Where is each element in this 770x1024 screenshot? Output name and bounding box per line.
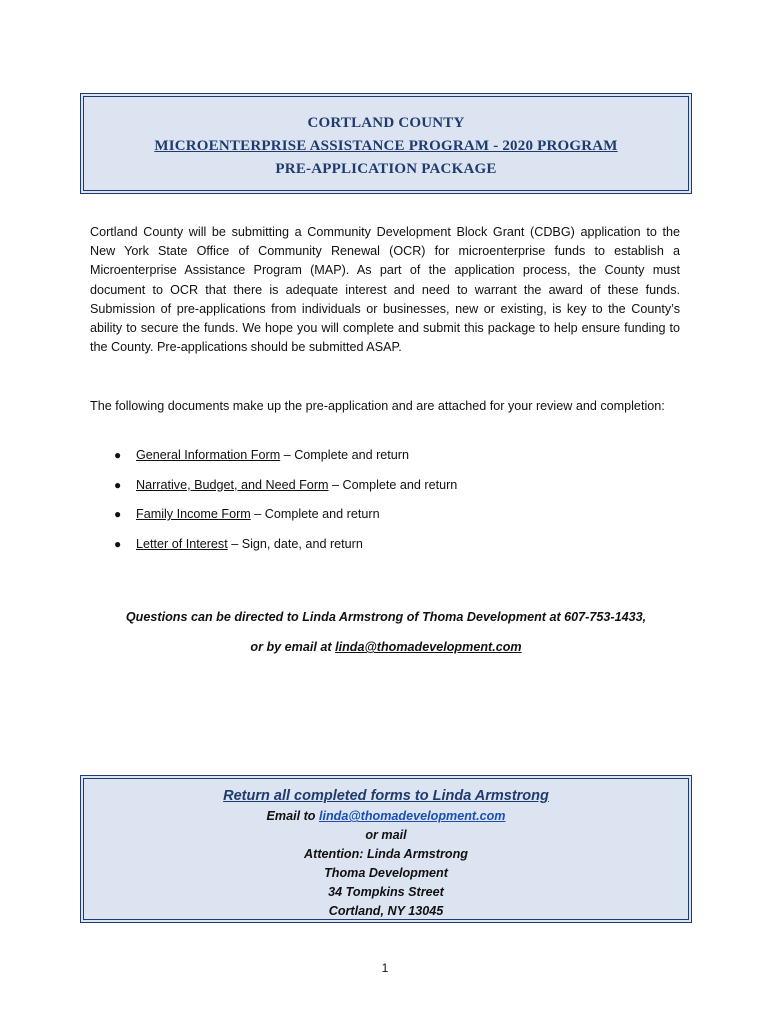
city-state-zip: Cortland, NY 13045 bbox=[328, 904, 444, 918]
bullet-icon: ● bbox=[114, 477, 122, 492]
page-number: 1 bbox=[381, 961, 389, 975]
document-link-narrative-budget-need[interactable]: Narrative, Budget, and Need Form bbox=[136, 477, 329, 492]
bullet-icon: ● bbox=[114, 448, 122, 462]
company-name: Thoma Development bbox=[324, 866, 448, 880]
package-title: PRE-APPLICATION PACKAGE bbox=[275, 161, 497, 177]
program-title: MICROENTERPRISE ASSISTANCE PROGRAM - 2020 PROGRAM bbox=[154, 138, 618, 154]
documents-list bbox=[112, 445, 672, 563]
document-link-letter-of-interest[interactable]: Letter of Interest bbox=[136, 536, 228, 551]
document-link-general-information[interactable]: General Information Form bbox=[136, 448, 281, 462]
documents-intro: The following documents make up the pre-application and are attached for your review and completion: bbox=[90, 399, 665, 413]
return-email-link[interactable]: linda@thomadevelopment.com bbox=[318, 809, 506, 823]
return-email-prefix: Email to bbox=[266, 809, 319, 823]
document-link-family-income[interactable]: Family Income Form bbox=[136, 507, 251, 521]
or-mail-text: or mail bbox=[365, 828, 407, 842]
return-instructions-box bbox=[80, 775, 692, 923]
list-item bbox=[112, 475, 672, 505]
intro-paragraph: Cortland County will be submitting a Community Development Block Grant (CDBG) application to the New York State Office of Community Renewal (OCR) for microenterprise funds to establish a Microenterprise Assistance Program (MAP). As part of the application process, the County must document to OCR that there is adequate interest and need to warrant the award of these funds. Submission of pre-applications from individuals or businesses, new or existing, is key to the County’s ability to secure the funds. We hope you will complete and submit this package to help ensure funding to the County. Pre-applications should be submitted ASAP. bbox=[90, 225, 680, 355]
return-email-line bbox=[84, 807, 688, 826]
title-box bbox=[80, 93, 692, 194]
document-instruction: – Complete and return bbox=[328, 477, 458, 492]
return-title: Return all completed forms to Linda Armstrong bbox=[223, 788, 549, 804]
questions-contact-line: Questions can be directed to Linda Armstrong of Thoma Development at 607-753-1433, bbox=[125, 610, 647, 624]
questions-email-line bbox=[80, 640, 692, 654]
email-prefix: or by email at bbox=[250, 640, 336, 654]
document-instruction: – Sign, date, and return bbox=[227, 536, 363, 551]
street-address: 34 Tompkins Street bbox=[328, 885, 444, 899]
document-instruction: – Complete and return bbox=[250, 507, 380, 521]
attention-line: Attention: Linda Armstrong bbox=[304, 847, 468, 861]
list-item bbox=[112, 445, 672, 475]
list-item bbox=[112, 504, 672, 534]
questions-email-link[interactable]: linda@thomadevelopment.com bbox=[335, 640, 522, 654]
county-title: CORTLAND COUNTY bbox=[307, 115, 465, 131]
list-item bbox=[112, 534, 672, 564]
bullet-icon: ● bbox=[114, 536, 122, 551]
bullet-icon: ● bbox=[114, 507, 122, 521]
document-instruction: – Complete and return bbox=[280, 448, 409, 462]
